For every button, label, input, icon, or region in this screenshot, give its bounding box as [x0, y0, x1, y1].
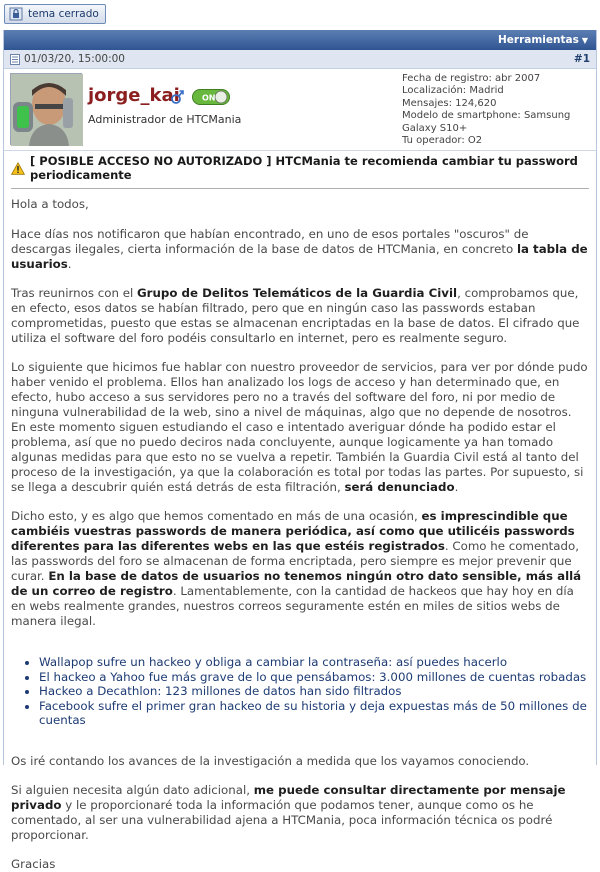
- warning-icon: [11, 162, 25, 175]
- post-toolbar: [4, 30, 596, 50]
- post-datebar: [4, 50, 596, 69]
- tools-label: Herramientas: [498, 34, 579, 46]
- list-item: [39, 699, 589, 728]
- smartphone-model: Modelo de smartphone: Samsung Galaxy S10+: [402, 110, 571, 134]
- user-location: Localización: Madrid: [402, 85, 504, 97]
- list-item: [39, 684, 589, 699]
- post-body: [11, 197, 589, 872]
- post-icon: [10, 54, 20, 65]
- paragraph-3: Lo siguiente que hicimos fue hablar con nuestro proveedor de servicios, para ver por dónde pudo haber venido el problema. Ellos han analizado los logs de acceso y han determinado que, en efecto, hubo acceso a sus servidores pero no a través del software del foro, ni por medio de ninguna vulnerabilidad de la web, sino a nivel de máquinas, algo que no depende de nosotros. En este momento siguen estudiando el caso e intentado averiguar dónde ha podido estar el problema, así que no puedo deciros nada concluyente, aunque logicamente ya han tomado algunas medidas para que esto no se vuelva a repetir. También la Guardia Civil está al tanto del proceso de la investigación, ya que la colaboración es total por todas las partes. Por supuesto, si se llega a descubrir quién está detrás de esta filtración, será denunciado.: [11, 360, 588, 494]
- greeting-text: Hola a todos,: [11, 197, 89, 211]
- online-status-text: ON: [202, 93, 216, 103]
- thread-topbar: [0, 0, 600, 28]
- related-link-decathlon[interactable]: Hackeo a Decathlon: 123 millones de datos han sido filtrados: [39, 684, 402, 698]
- male-gender-icon: [170, 89, 184, 105]
- paragraph-1: Hace días nos notificaron que habían encontrado, en uno de esos portales "oscuros" de descargas ilegales, cierta información de la base de datos de HTCMania, en concreto la tabla de usuarios.: [11, 227, 588, 271]
- thread-closed-button[interactable]: [4, 4, 106, 24]
- tools-menu-button[interactable]: [498, 34, 588, 46]
- message-count: Mensajes: 124,620: [402, 97, 497, 109]
- thread-closed-label: tema cerrado: [28, 8, 99, 20]
- related-link-yahoo[interactable]: El hackeo a Yahoo fue más grave de lo que pensábamos: 3.000 millones de cuentas robadas: [39, 669, 587, 684]
- warning-text: [ POSIBLE ACCESO NO AUTORIZADO ] HTCMania te recomienda cambiar tu password periodicamente: [30, 154, 578, 182]
- paragraph-6: Si alguien necesita algún dato adicional, me puede consultar directamente por mensaje privado y le proporcionaré toda la información que podamos tener, aunque como os he comentado, al ser una vulnerabilidad ajena a HTCMania, poca información técnica os podré proporcionar.: [11, 782, 566, 842]
- post-number-link[interactable]: #1: [573, 53, 590, 65]
- post-warning-title: [11, 154, 589, 189]
- chevron-down-icon: ▼: [581, 35, 588, 45]
- paragraph-4: Dicho esto, y es algo que hemos comentado en más de una ocasión, es imprescindible que cambiéis vuestras passwords de manera periódica, así como que utilicéis passwords diferentes para las diferentes webs en las que estéis registrados. Como he comentado, las passwords del foro se almacenan de forma encriptada, pero siempre es mejor prevenir que curar. En la base de datos de usuarios no tenemos ningún otro dato sensible, más allá de un correo de registro. Lamentablemente, con la cantidad de hackeos que hay hoy en día en webs realmente grandes, nuestros correos seguramente estén en miles de sitios webs de manera ilegal.: [11, 509, 582, 628]
- related-link-wallapop[interactable]: Wallapop sufre un hackeo y obliga a cambiar la contraseña: así puedes hacerlo: [39, 655, 508, 669]
- online-status-icon: [192, 89, 230, 105]
- closing-text: Gracias: [11, 856, 56, 871]
- related-link-facebook[interactable]: Facebook sufre el primer gran hackeo de su historia y deja expuestas más de 50 millones de cuentas: [39, 698, 587, 727]
- list-item: [39, 655, 589, 670]
- paragraph-2: Tras reunirnos con el Grupo de Delitos Telemáticos de la Guardia Civil, comprobamos que, en efecto, esos datos se habían filtrado, pero que en ningún caso las passwords estaban comprometidas, puesto que estas se almacenan encriptadas en la base de datos. El cifrado que utiliza el software del foro podéis consultarlo en internet, pero es realmente seguro.: [11, 286, 580, 345]
- user-title: Administrador de HTCMania: [88, 113, 242, 126]
- post-date: 01/03/20, 15:00:00: [24, 53, 125, 65]
- list-item: [39, 670, 589, 685]
- post-content: [3, 130, 597, 872]
- related-links-list: [39, 655, 589, 728]
- paragraph-5: Os iré contando los avances de la investigación a medida que los vayamos conociendo.: [11, 753, 530, 768]
- lock-icon: [9, 7, 23, 21]
- registration-date: Fecha de registro: abr 2007: [402, 73, 541, 84]
- username-link[interactable]: jorge_kai: [88, 85, 180, 106]
- user-carrier: Tu operador: O2: [402, 135, 483, 147]
